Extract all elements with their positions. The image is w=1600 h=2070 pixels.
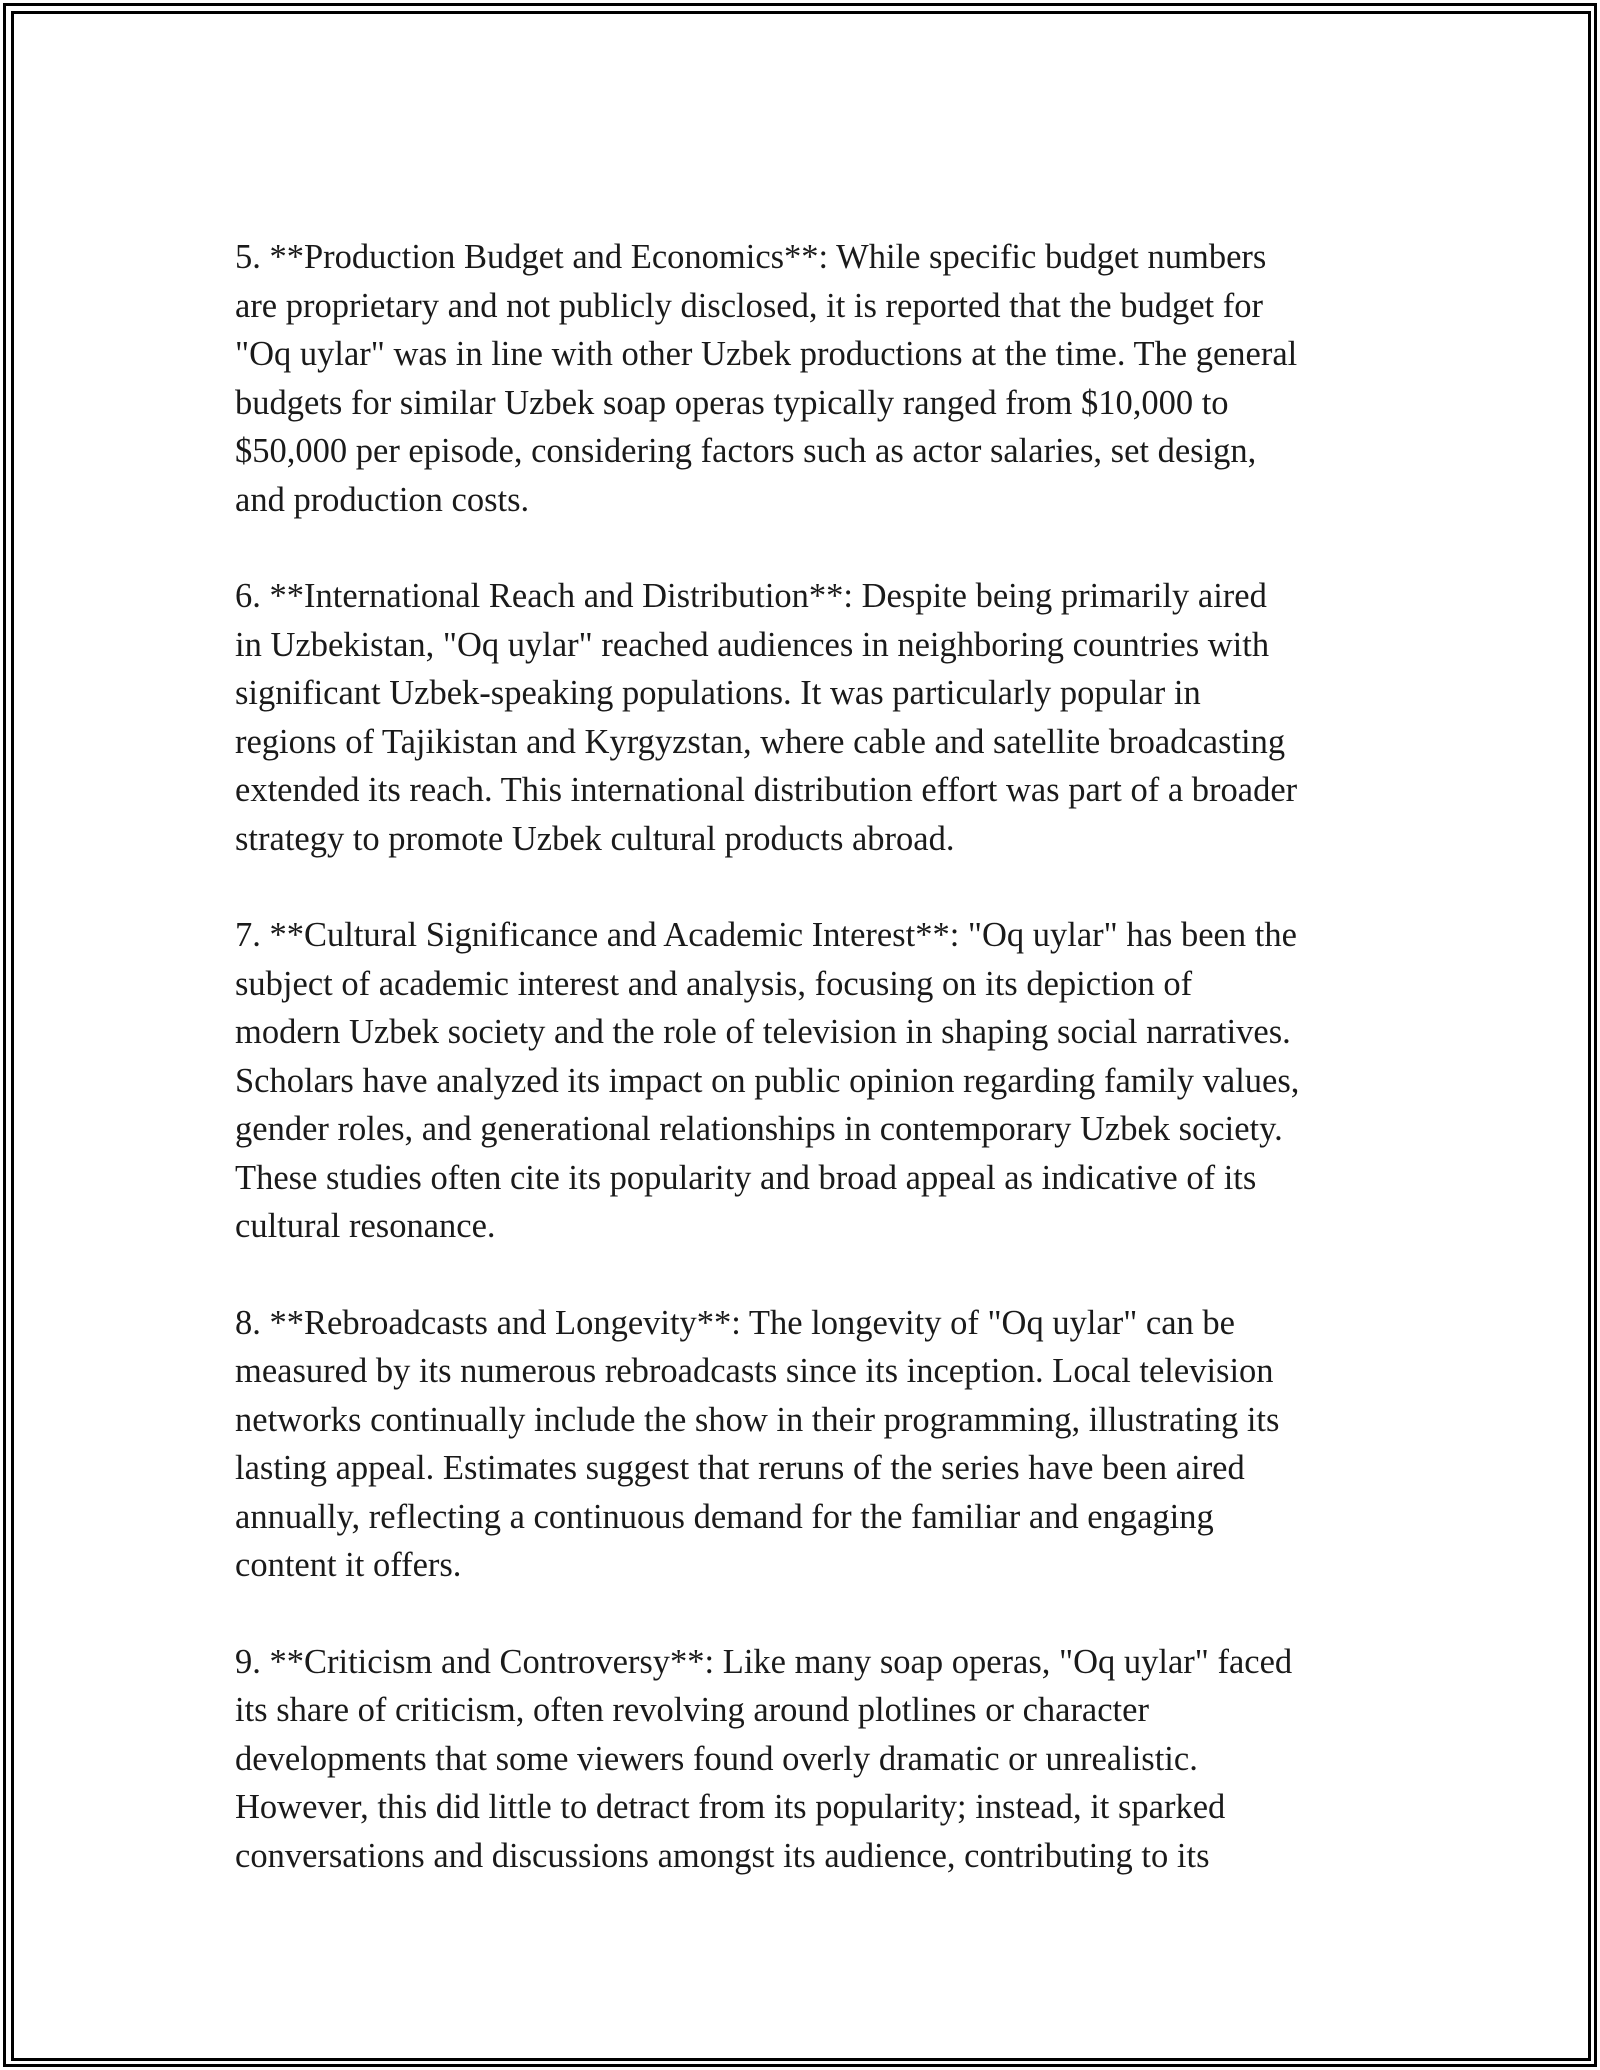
paragraph-criticism xyxy=(235,1638,1395,1881)
text-line: its share of criticism, often revolving around plotlines or character xyxy=(235,1691,1149,1729)
text-line: and production costs. xyxy=(235,480,530,519)
paragraph-rebroadcasts xyxy=(235,1299,1395,1590)
paragraph-international-reach xyxy=(235,572,1395,863)
text-line: subject of academic interest and analysis, focusing on its depiction of xyxy=(235,964,1193,1003)
text-line: These studies often cite its popularity and broad appeal as indicative of its xyxy=(235,1158,1257,1197)
text-line: conversations and discussions amongst its audience, contributing to its xyxy=(235,1836,1210,1875)
text-line: in Uzbekistan, "Oq uylar" reached audiences in neighboring countries with xyxy=(235,625,1270,664)
text-line: measured by its numerous rebroadcasts since its inception. Local television xyxy=(235,1352,1274,1390)
text-line: annually, reflecting a continuous demand for the familiar and engaging xyxy=(235,1497,1214,1536)
text-line: cultural resonance. xyxy=(235,1207,496,1245)
text-line: 5. **Production Budget and Economics**: While specific budget numbers xyxy=(235,238,1267,276)
text-line: 8. **Rebroadcasts and Longevity**: The longevity of "Oq uylar" can be xyxy=(235,1303,1235,1342)
text-line: strategy to promote Uzbek cultural products abroad. xyxy=(235,819,955,858)
text-line: lasting appeal. Estimates suggest that reruns of the series have been aired xyxy=(235,1449,1245,1487)
text-line: regions of Tajikistan and Kyrgyzstan, where cable and satellite broadcasting xyxy=(235,722,1286,761)
text-line: 9. **Criticism and Controversy**: Like many soap operas, "Oq uylar" faced xyxy=(235,1642,1293,1681)
text-line: $50,000 per episode, considering factors such as actor salaries, set design, xyxy=(235,432,1257,470)
text-line: developments that some viewers found overly dramatic or unrealistic. xyxy=(235,1739,1198,1778)
paragraph-production-budget xyxy=(235,233,1395,524)
text-line: However, this did little to detract from its popularity; instead, it sparked xyxy=(235,1788,1226,1826)
text-line: significant Uzbek-speaking populations. It was particularly popular in xyxy=(235,674,1201,712)
text-line: networks continually include the show in their programming, illustrating its xyxy=(235,1400,1280,1439)
text-line: budgets for similar Uzbek soap operas typically ranged from $10,000 to xyxy=(235,383,1229,422)
text-line: 7. **Cultural Significance and Academic Interest**: "Oq uylar" has been the xyxy=(235,916,1297,954)
text-line: Scholars have analyzed its impact on public opinion regarding family values, xyxy=(235,1061,1300,1100)
paragraph-cultural-significance xyxy=(235,911,1395,1251)
text-line: "Oq uylar" was in line with other Uzbek productions at the time. The general xyxy=(235,335,1298,373)
text-line: content it offers. xyxy=(235,1546,462,1584)
text-line: are proprietary and not publicly disclosed, it is reported that the budget for xyxy=(235,286,1263,325)
text-line: modern Uzbek society and the role of television in shaping social narratives. xyxy=(235,1013,1291,1051)
document-body xyxy=(235,233,1395,1928)
text-line: gender roles, and generational relationships in contemporary Uzbek society. xyxy=(235,1110,1283,1148)
text-line: extended its reach. This international distribution effort was part of a broader xyxy=(235,771,1298,809)
text-line: 6. **International Reach and Distribution**: Despite being primarily aired xyxy=(235,577,1267,615)
